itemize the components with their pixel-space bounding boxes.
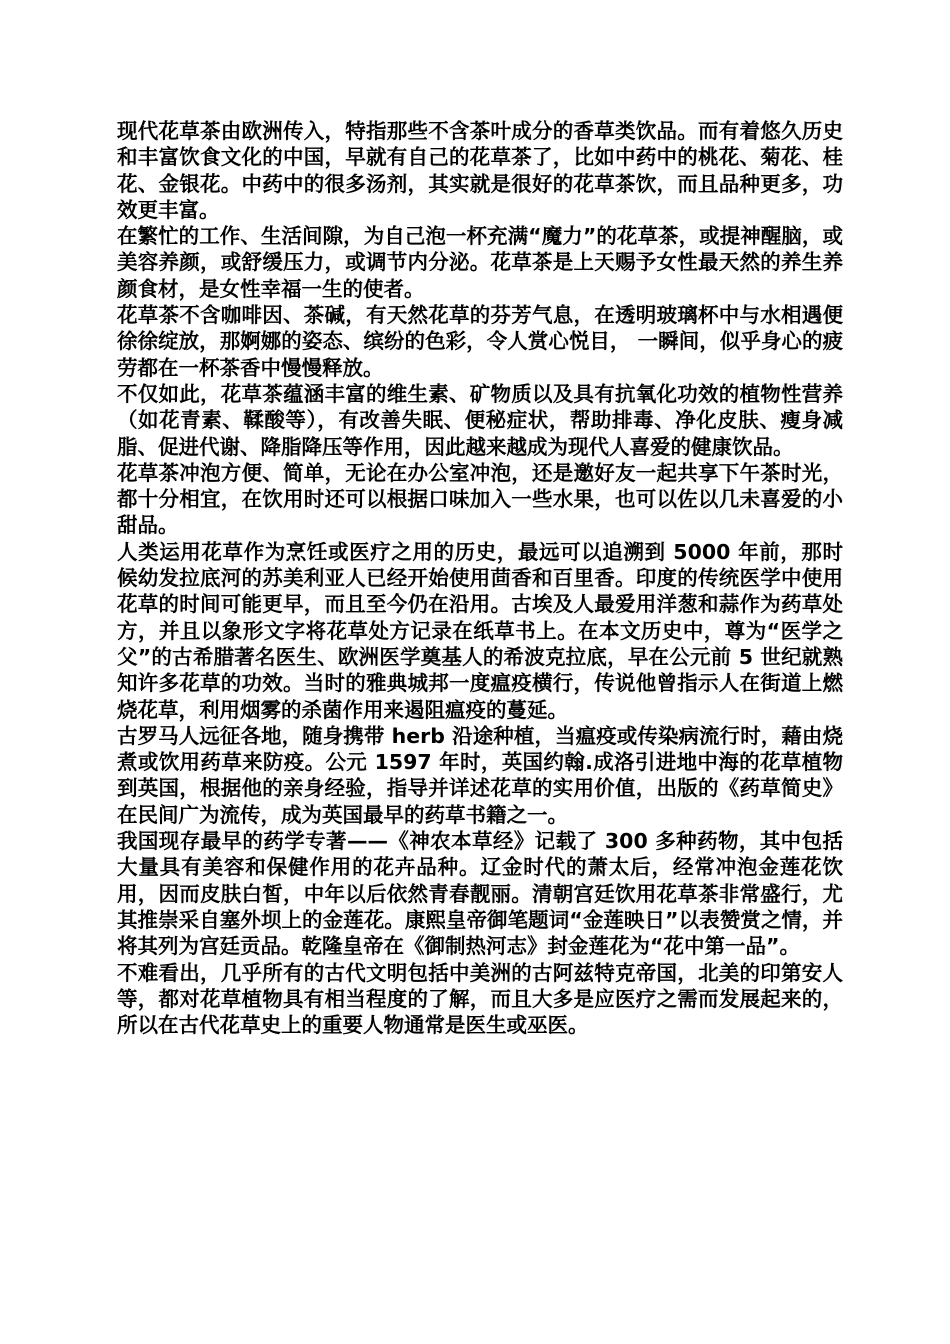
document-page: [117, 118, 843, 1038]
paragraph-busy-life: 在繁忙的工作、生活间隙，为自己泡一杯充满“魔力”的花草茶，或提神醒脑，或美容养颜，或舒缓压力，或调节内分泌。花草茶是上天赐予女性最天然的养生养颜食材，是女性幸福一生的使者。: [117, 224, 843, 301]
paragraph-no-caffeine: 花草茶不含咖啡因、茶碱，有天然花草的芬芳气息，在透明玻璃杯中与水相遇便徐徐绽放，那婀娜的姿态、缤纷的色彩，令人赏心悦目， 一瞬间，似乎身心的疲劳都在一杯茶香中慢慢释放。: [117, 303, 843, 380]
paragraph-conclusion: 不难看出，几乎所有的古代文明包括中美洲的古阿兹特克帝国，北美的印第安人等，都对花草植物具有相当程度的了解，而且大多是应医疗之需而发展起来的，所以在古代花草史上的重要人物通常是医生或巫医。: [117, 960, 843, 1038]
paragraph-ancient-history: 人类运用花草作为烹饪或医疗之用的历史，最远可以追溯到 5000 年前，那时候幼发拉底河的苏美利亚人已经开始使用茴香和百里香。印度的传统医学中使用花草的时间可能更早，而且至今仍在沿用。古埃及人最爱用洋葱和蒜作为药草处方，并且以象形文字将花草处方记录在纸草书上。在本文历史中，尊为“医学之父”的古希腊著名医生、欧洲医学奠基人的希波克拉底，早在公元前 5 世纪就熟知许多花草的功效。当时的雅典城邦一度瘟疫横行，传说他曾指示人在街道上燃烧花草，利用烟雾的杀菌作用来遏阻瘟疫的蔓延。: [117, 539, 843, 722]
paragraph-ancient-rome: 古罗马人远征各地，随身携带 herb 沿途种植，当瘟疫或传染病流行时，藉由烧煮或饮用药草来防疫。公元 1597 年时，英国约翰.成洛引进地中海的花草植物到英国，根据他的亲身经验，指导并详述花草的实用价值，出版的《药草简史》在民间广为流传，成为英国最早的药草书籍之一。: [117, 723, 843, 827]
paragraph-modern-herbal-tea: 现代花草茶由欧洲传入，特指那些不含茶叶成分的香草类饮品。而有着悠久历史和丰富饮食文化的中国，早就有自己的花草茶了，比如中药中的桃花、菊花、桂花、金银花。中药中的很多汤剂，其实就是很好的花草茶饮，而且品种更多，功效更丰富。: [117, 119, 843, 222]
paragraph-nutrition: 不仅如此，花草茶蕴涵丰富的维生素、矿物质以及具有抗氧化功效的植物性营养（如花青素、鞣酸等），有改善失眠、便秘症状，帮助排毒、净化皮肤、瘦身减脂、促进代谢、降脂降压等作用，因此越来越成为现代人喜爱的健康饮品。: [117, 381, 843, 459]
paragraph-china-history: 我国现存最早的药学专著——《神农本草经》记载了 300 多种药物，其中包括大量具有美容和保健作用的花卉品种。辽金时代的萧太后，经常冲泡金莲花饮用，因而皮肤白皙，中年以后依然青春靓丽。清朝宫廷饮用花草茶非常盛行，尤其推崇采自塞外坝上的金莲花。康熙皇帝御笔题词“金莲映日”以表赞赏之情，并将其列为宫廷贡品。乾隆皇帝在《御制热河志》封金莲花为“花中第一品”。: [117, 829, 843, 959]
paragraph-convenience: 花草茶冲泡方便、简单，无论在办公室冲泡，还是邀好友一起共享下午茶时光，都十分相宜，在饮用时还可以根据口味加入一些水果，也可以佐以几未喜爱的小甜品。: [117, 460, 843, 538]
